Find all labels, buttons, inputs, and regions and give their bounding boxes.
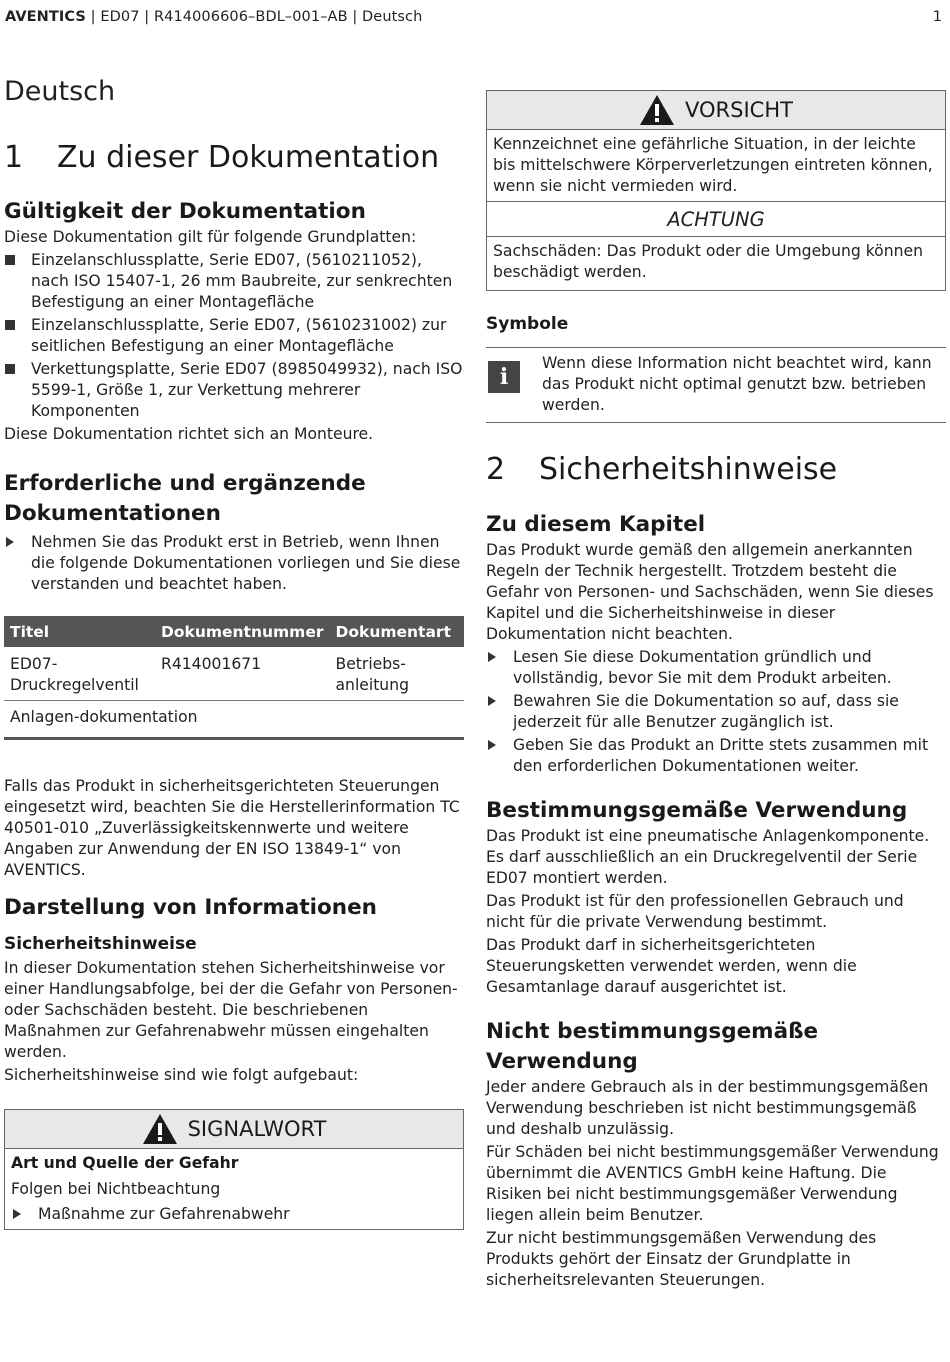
list-item: Verkettungsplatte, Serie ED07 (8985049932), nach ISO 5599-1, Größe 1, zur Verkettung mehrerer Komponenten [4,359,464,422]
column-header: Dokumentnummer [155,616,330,647]
achtung-label: ACHTUNG [487,201,945,236]
list-item: Nehmen Sie das Produkt erst in Betrieb, wenn Ihnen die folgende Dokumentationen vorliegen und Sie diese verstanden und beachtet haben. [4,532,464,595]
intended-use-p1: Das Produkt ist eine pneumatische Anlagenkomponente. Es darf ausschließlich an ein Druckregelventil der Serie ED07 montiert werden. [486,827,930,887]
misuse-p1: Jeder andere Gebrauch als in der bestimmungsgemäßen Verwendung beschrieben ist nicht bestimmungsgemäß und deshalb unzulässig. [486,1078,929,1138]
required-docs-section [4,469,464,597]
info-box [486,347,946,423]
safety-text-structure: Sicherheitshinweise sind wie folgt aufgebaut: [4,1066,359,1084]
validity-heading: Gültigkeit der Dokumentation [4,199,366,224]
safety-note-paragraph: Falls das Produkt in sicherheitsgerichteten Steuerungen eingesetzt wird, beachten Sie die Herstellerinformation TC 40501-010 „Zuverlässigkeitskennwerte und weitere Angaben zur Anwendung der EN ISO 13849-1“ von AVENTICS. [4,777,460,879]
column-header: Titel [4,616,155,647]
chapter-number: 2 [486,452,506,487]
list-item: Lesen Sie diese Dokumentation gründlich und vollständig, bevor Sie mit dem Produkt arbeiten. [486,647,946,689]
vorsicht-text: Kennzeichnet eine gefährliche Situation, in der leichte bis mittelschwere Körperverletzungen eintreten können, wenn sie nicht vermieden wird. [493,135,933,195]
vorsicht-header [487,91,945,130]
square-bullet-icon [5,255,15,265]
info-text: Wenn diese Information nicht beachtet wird, kann das Produkt nicht optimal genutzt bzw. betrieben werden. [542,354,932,414]
hazard-measures [5,1204,463,1225]
triangle-bullet-icon [13,1209,21,1219]
required-docs-list [4,532,464,595]
required-docs-heading: Erforderliche und ergänzende Dokumentationen [4,471,366,526]
chapter-title: Zu dieser Dokumentation [57,140,440,175]
about-list [486,647,946,777]
documents-table [4,616,464,740]
documents-table-wrap [4,616,464,740]
validity-outro: Diese Dokumentation richtet sich an Monteure. [4,425,374,443]
symbols-heading: Symbole [486,314,569,334]
square-bullet-icon [5,320,15,330]
about-text: Das Produkt wurde gemäß den allgemein anerkannten Regeln der Technik hergestellt. Trotzdem besteht die Gefahr von Personen- und Sachschäden, wenn Sie dieses Kapitel und die Sicherheitshinweise in dieser Dokumentation nicht beachten. [486,541,934,643]
list-item: Einzelanschlussplatte, Serie ED07, (5610231002) zur seitlichen Befestigung an einer Montagefläche [4,315,464,357]
safety-subheading: Sicherheitshinweise [4,934,197,954]
table-row [4,701,464,739]
triangle-bullet-icon [6,537,14,547]
square-bullet-icon [5,364,15,374]
signalword-label: SIGNALWORT [187,1117,327,1141]
column-header: Dokumentart [330,616,465,647]
triangle-bullet-icon [488,740,496,750]
triangle-bullet-icon [488,652,496,662]
info-icon: i [488,361,520,393]
intended-use-heading: Bestimmungsgemäße Verwendung [486,798,908,823]
safety-text: In dieser Dokumentation stehen Sicherheitshinweise vor einer Handlungsabfolge, bei der die Gefahr von Personen- oder Sachschäden besteht. Die beschriebenen Maßnahmen zur Gefahrenabwehr müssen eingehalten werden. [4,959,458,1061]
list-item: Bewahren Sie die Dokumentation so auf, dass sie jederzeit für alle Benutzer zugänglich ist. [486,691,946,733]
warning-triangle-icon [639,94,675,126]
header-meta: | ED07 | R414006606–BDL–001–AB | Deutsch [85,9,423,25]
achtung-text: Sachschäden: Das Produkt oder die Umgebung können beschädigt werden. [487,236,945,290]
table-cell: Anlagen-dokumentation [4,701,464,739]
language-title: Deutsch [4,76,116,107]
misuse-section [486,1017,946,1291]
page-number: 1 [932,9,942,25]
table-header-row [4,616,464,647]
table-cell: R414001671 [155,647,330,701]
display-section [4,893,464,1086]
about-heading: Zu diesem Kapitel [486,512,706,537]
about-section [486,510,946,779]
vorsicht-box [486,90,946,291]
chapter-number: 1 [4,140,24,175]
page-header [5,9,422,25]
validity-intro: Diese Dokumentation gilt für folgende Grundplatten: [4,228,417,246]
display-heading: Darstellung von Informationen [4,895,377,920]
symbols-section [486,314,946,423]
list-item: Geben Sie das Produkt an Dritte stets zusammen mit den erforderlichen Dokumentationen weiter. [486,735,946,777]
chapter-1-heading [4,140,464,175]
list-item: Maßnahme zur Gefahrenabwehr [11,1204,463,1225]
triangle-bullet-icon [488,696,496,706]
left-column [4,76,464,107]
hazard-consequence: Folgen bei Nichtbeachtung [11,1180,221,1198]
intended-use-p3: Das Produkt darf in sicherheitsgerichteten Steuerungsketten verwendet werden, wenn die Gesamtanlage darauf ausgerichtet ist. [486,936,857,996]
vorsicht-label: VORSICHT [685,98,793,122]
header-brand: AVENTICS [5,9,86,25]
intended-use-section [486,796,946,998]
warning-triangle-icon [142,1113,178,1145]
validity-section [4,197,464,445]
table-cell: Betriebs- anleitung [330,647,465,701]
validity-list [4,250,464,422]
table-row [4,647,464,701]
chapter-title: Sicherheitshinweise [539,452,838,487]
misuse-p2: Für Schäden bei nicht bestimmungsgemäßer Verwendung übernimmt die AVENTICS GmbH keine Haftung. Die Risiken bei nicht bestimmungsgemäßer Verwendung liegen allein beim Benutzer. [486,1143,939,1224]
misuse-heading: Nicht bestimmungsgemäße Verwendung [486,1019,819,1074]
signalword-header [5,1110,463,1149]
table-cell: ED07- Druckregelventil [4,647,155,701]
misuse-p3: Zur nicht bestimmungsgemäßen Verwendung des Produkts gehört der Einsatz der Grundplatte in sicherheitsrelevanten Steuerungen. [486,1229,877,1289]
list-item: Einzelanschlussplatte, Serie ED07, (5610211052), nach ISO 15407-1, 26 mm Baubreite, zur senkrechten Befestigung an einer Montagefläche [4,250,464,313]
hazard-source: Art und Quelle der Gefahr [11,1154,239,1172]
chapter-2-heading [486,452,946,487]
signalword-box [4,1109,464,1230]
intended-use-p2: Das Produkt ist für den professionellen Gebrauch und nicht für die private Verwendung bestimmt. [486,892,904,931]
